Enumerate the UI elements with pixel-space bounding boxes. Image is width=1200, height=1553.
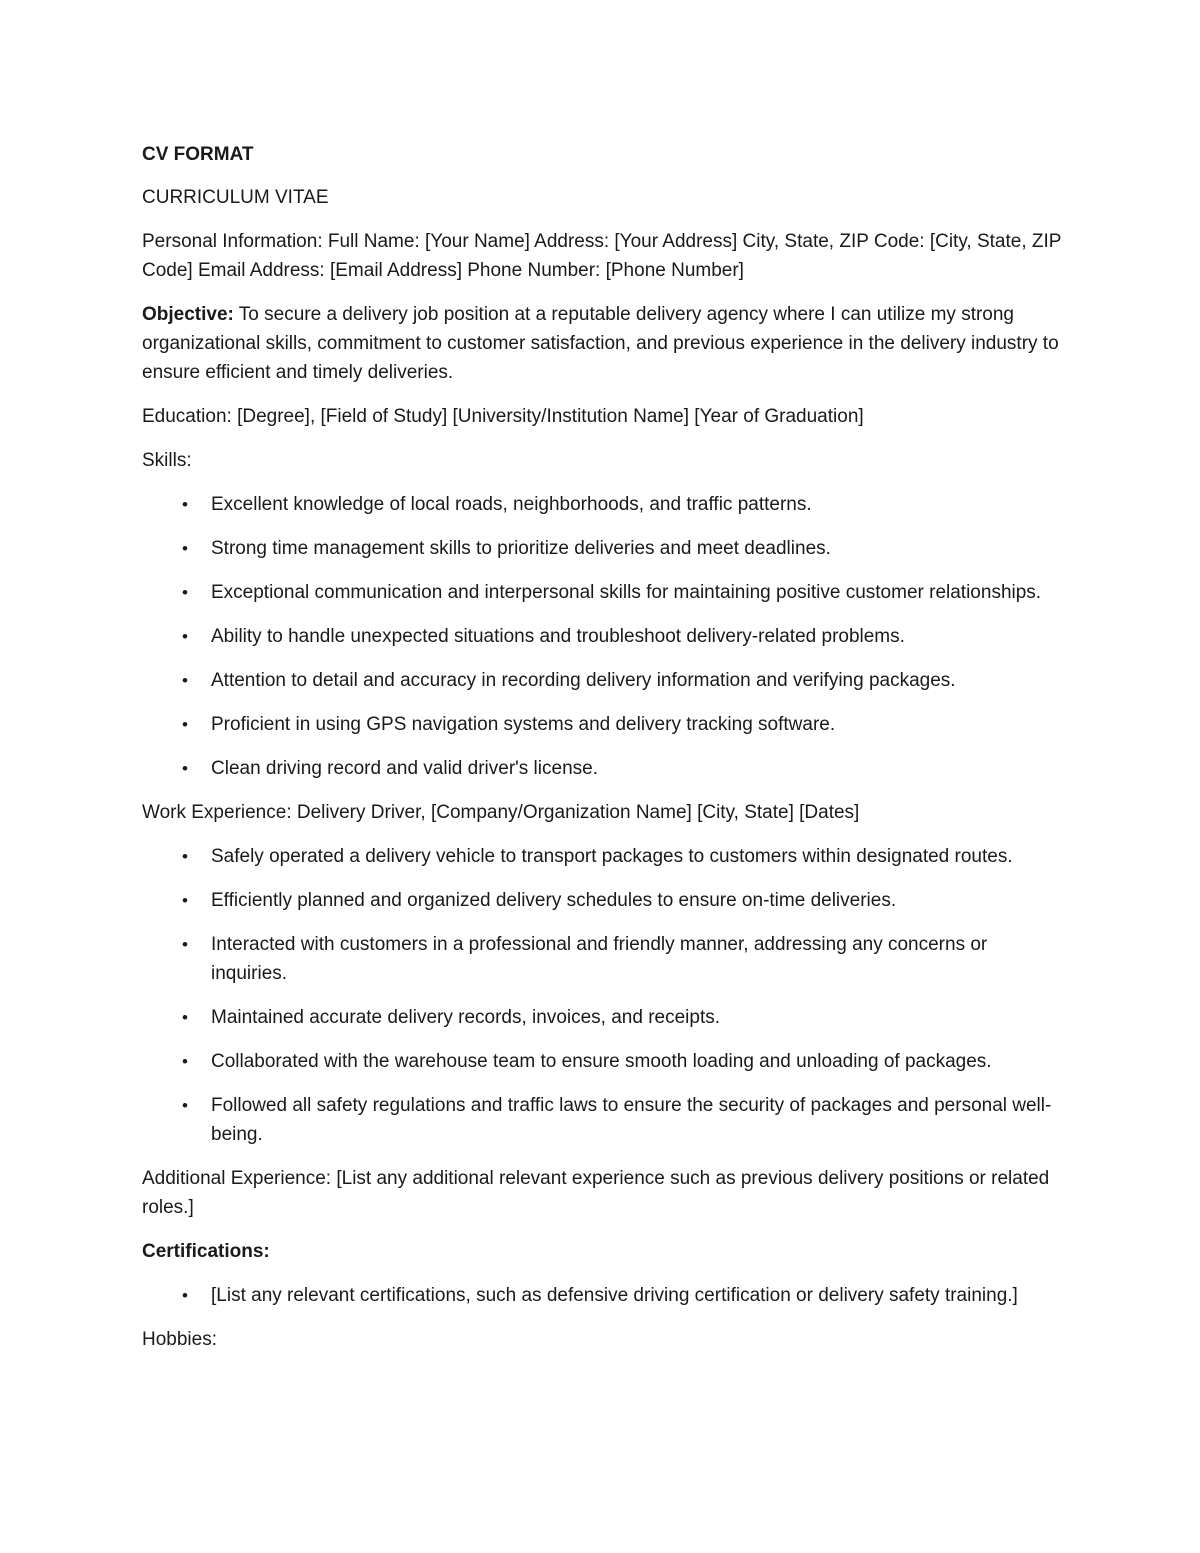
list-item — [142, 1091, 1062, 1149]
cv-heading: CURRICULUM VITAE — [142, 187, 329, 208]
list-item-text: Maintained accurate delivery records, invoices, and receipts. — [211, 1007, 721, 1028]
bullet-icon: • — [182, 1008, 188, 1027]
list-item — [142, 930, 1062, 988]
work-experience-line: Work Experience: Delivery Driver, [Company/Organization Name] [City, State] [Dates] — [142, 802, 860, 823]
bullet-icon: • — [182, 495, 188, 514]
education-line: Education: [Degree], [Field of Study] [University/Institution Name] [Year of Graduation] — [142, 406, 864, 427]
bullet-icon: • — [182, 935, 188, 954]
additional-experience: Additional Experience: [List any additional relevant experience such as previous delivery positions or related roles.] — [142, 1168, 1050, 1218]
list-item-text: Clean driving record and valid driver's license. — [211, 758, 598, 779]
hobbies-label: Hobbies: — [142, 1329, 217, 1350]
objective-text: To secure a delivery job position at a reputable delivery agency where I can utilize my strong organizational skills, commitment to customer satisfaction, and previous experience in the delivery industry to ensure efficient and timely deliveries. — [142, 304, 1059, 383]
objective-label: Objective: — [142, 304, 234, 325]
list-item-text: Strong time management skills to prioritize deliveries and meet deadlines. — [211, 538, 831, 559]
bullet-icon: • — [182, 627, 188, 646]
list-item-text: Interacted with customers in a professional and friendly manner, addressing any concerns or inquiries. — [211, 934, 988, 984]
skills-list — [142, 490, 1062, 783]
bullet-icon: • — [182, 539, 188, 558]
work-experience-list — [142, 842, 1062, 1149]
certifications-list — [142, 1281, 1062, 1310]
document-title: CV FORMAT — [142, 144, 254, 165]
list-item — [142, 710, 1062, 739]
list-item — [142, 1003, 1062, 1032]
list-item — [142, 490, 1062, 519]
bullet-icon: • — [182, 715, 188, 734]
bullet-icon: • — [182, 1286, 188, 1305]
list-item-text: Safely operated a delivery vehicle to transport packages to customers within designated routes. — [211, 846, 1013, 867]
list-item-text: Efficiently planned and organized delivery schedules to ensure on-time deliveries. — [211, 890, 897, 911]
bullet-icon: • — [182, 759, 188, 778]
list-item-text: Followed all safety regulations and traffic laws to ensure the security of packages and personal well-being. — [211, 1095, 1052, 1145]
bullet-icon: • — [182, 1096, 188, 1115]
list-item-text: Proficient in using GPS navigation systems and delivery tracking software. — [211, 714, 836, 735]
list-item — [142, 1047, 1062, 1076]
objective-paragraph — [142, 300, 1062, 387]
skills-label: Skills: — [142, 450, 192, 471]
bullet-icon: • — [182, 891, 188, 910]
list-item-text: Attention to detail and accuracy in recording delivery information and verifying packages. — [211, 670, 956, 691]
list-item — [142, 1281, 1062, 1310]
list-item — [142, 754, 1062, 783]
list-item — [142, 842, 1062, 871]
list-item — [142, 666, 1062, 695]
personal-information: Personal Information: Full Name: [Your Name] Address: [Your Address] City, State, ZIP Code: [City, State, ZIP Code] Email Address: [Email Address] Phone Number: [Phone Number] — [142, 231, 1062, 281]
bullet-icon: • — [182, 583, 188, 602]
list-item-text: Collaborated with the warehouse team to ensure smooth loading and unloading of packages. — [211, 1051, 992, 1072]
list-item-text: Excellent knowledge of local roads, neighborhoods, and traffic patterns. — [211, 494, 812, 515]
list-item-text: Ability to handle unexpected situations and troubleshoot delivery-related problems. — [211, 626, 905, 647]
list-item — [142, 886, 1062, 915]
list-item-text: Exceptional communication and interpersonal skills for maintaining positive customer relationships. — [211, 582, 1042, 603]
bullet-icon: • — [182, 1052, 188, 1071]
list-item — [142, 534, 1062, 563]
list-item — [142, 622, 1062, 651]
list-item-text: [List any relevant certifications, such as defensive driving certification or delivery safety training.] — [211, 1285, 1018, 1306]
certifications-label: Certifications: — [142, 1241, 270, 1262]
bullet-icon: • — [182, 671, 188, 690]
document-page — [142, 140, 1062, 1369]
bullet-icon: • — [182, 847, 188, 866]
list-item — [142, 578, 1062, 607]
